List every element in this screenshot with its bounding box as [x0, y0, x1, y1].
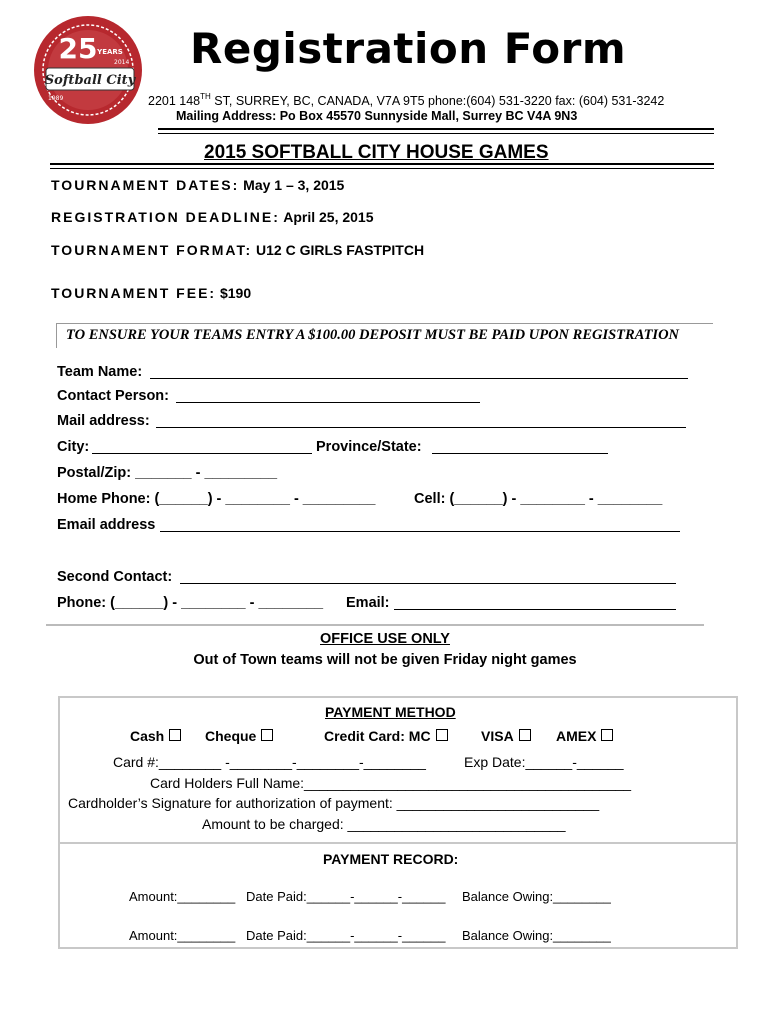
home-phone-field[interactable]: Home Phone: (______) - ________ - _________: [57, 491, 376, 507]
visa-checkbox[interactable]: [519, 729, 531, 741]
logo-name: Softball City: [44, 73, 136, 88]
logo-years-label: YEARS: [97, 48, 123, 56]
tournament-format: [51, 242, 424, 258]
street-address: [148, 92, 664, 108]
mail-address-field[interactable]: [156, 427, 686, 428]
logo-years: 25: [58, 32, 98, 65]
record-balance-2[interactable]: Balance Owing:________: [462, 928, 611, 943]
record-date-paid-2[interactable]: Date Paid:______-______-______: [246, 928, 446, 943]
second-contact-label: Second Contact:: [57, 569, 173, 585]
province-field[interactable]: [432, 453, 608, 454]
cash-option[interactable]: [130, 728, 181, 744]
fee-label: TOURNAMENT FEE:: [51, 285, 217, 301]
fee-value: $190: [216, 285, 252, 301]
mailing-address: Mailing Address: Po Box 45570 Sunnyside Mall, Surrey BC V4A 9N3: [176, 109, 578, 123]
payment-divider: [58, 842, 738, 844]
cell-field[interactable]: Cell: (______) - ________ - ________: [414, 491, 663, 507]
amex-option[interactable]: [556, 728, 613, 744]
record-balance-1[interactable]: Balance Owing:________: [462, 889, 611, 904]
cash-checkbox[interactable]: [169, 729, 181, 741]
credit-label: Credit Card: MC: [324, 728, 431, 744]
mc-checkbox[interactable]: [436, 729, 448, 741]
second-email-field[interactable]: [394, 609, 676, 610]
email-address-label: Email address: [57, 517, 156, 533]
format-label: TOURNAMENT FORMAT:: [51, 242, 253, 258]
second-email-label: Email:: [346, 595, 390, 611]
office-divider: [46, 624, 704, 626]
subtitle-rule-thin: [50, 168, 714, 169]
amex-checkbox[interactable]: [601, 729, 613, 741]
visa-option[interactable]: [481, 728, 531, 744]
record-amount-2[interactable]: Amount:________: [129, 928, 236, 943]
cash-label: Cash: [130, 728, 165, 744]
address-post: ST, SURREY, BC, CANADA, V7A 9T5 phone:(604) 531-3220 fax: (604) 531-3242: [210, 94, 665, 108]
subtitle-rule: [50, 163, 714, 165]
format-value: U12 C GIRLS FASTPITCH: [252, 242, 425, 258]
tournament-dates: [51, 177, 344, 193]
deadline-value: April 25, 2015: [279, 209, 374, 225]
team-name-field[interactable]: [150, 378, 688, 379]
softball-city-logo: [32, 14, 144, 126]
tournament-fee: [51, 285, 251, 301]
second-phone-field[interactable]: Phone: (______) - ________ - ________: [57, 595, 324, 611]
payment-record-heading: PAYMENT RECORD:: [323, 851, 459, 867]
second-contact-field[interactable]: [180, 583, 676, 584]
province-label: Province/State:: [316, 439, 422, 455]
deposit-notice: TO ENSURE YOUR TEAMS ENTRY A $100.00 DEPOSIT MUST BE PAID UPON REGISTRATION: [66, 327, 680, 343]
logo-year-start: 1989: [48, 95, 64, 102]
cheque-label: Cheque: [205, 728, 257, 744]
amex-label: AMEX: [556, 728, 597, 744]
office-note: Out of Town teams will not be given Friday night games: [193, 652, 577, 668]
postal-field[interactable]: Postal/Zip: _______ - _________: [57, 465, 278, 481]
dates-label: TOURNAMENT DATES:: [51, 177, 240, 193]
contact-person-label: Contact Person:: [57, 388, 169, 404]
email-address-field[interactable]: [160, 531, 680, 532]
city-label: City:: [57, 439, 90, 455]
cardholder-name-field[interactable]: Card Holders Full Name:__________________________________________: [150, 775, 632, 791]
address-pre: 2201 148: [148, 94, 201, 108]
record-amount-1[interactable]: Amount:________: [129, 889, 236, 904]
mail-address-label: Mail address:: [57, 413, 150, 429]
logo-year-end: 2014: [114, 59, 130, 66]
office-use-heading: OFFICE USE ONLY: [320, 631, 450, 647]
page-title: Registration Form: [190, 24, 627, 73]
amount-charged-field[interactable]: Amount to be charged: ____________________________: [202, 816, 566, 832]
payment-method-heading: PAYMENT METHOD: [325, 704, 456, 720]
dates-value: May 1 – 3, 2015: [239, 177, 345, 193]
card-number-field[interactable]: Card #:________ -________-________-________: [113, 754, 426, 770]
visa-label: VISA: [481, 728, 514, 744]
cheque-option[interactable]: [205, 728, 273, 744]
event-subtitle: 2015 SOFTBALL CITY HOUSE GAMES: [204, 142, 549, 163]
cheque-checkbox[interactable]: [261, 729, 273, 741]
mc-option[interactable]: [324, 728, 448, 744]
address-sup: TH: [200, 92, 211, 101]
contact-person-field[interactable]: [176, 402, 480, 403]
registration-deadline: [51, 209, 374, 225]
exp-date-field[interactable]: Exp Date:______-______: [464, 754, 624, 770]
cardholder-signature-field[interactable]: Cardholder’s Signature for authorization of payment: __________________________: [68, 795, 600, 811]
record-date-paid-1[interactable]: Date Paid:______-______-______: [246, 889, 446, 904]
header-rule-thin: [158, 133, 714, 134]
deadline-label: REGISTRATION DEADLINE:: [51, 209, 280, 225]
city-field[interactable]: [92, 453, 312, 454]
header-rule-top: [158, 128, 714, 130]
team-name-label: Team Name:: [57, 364, 143, 380]
